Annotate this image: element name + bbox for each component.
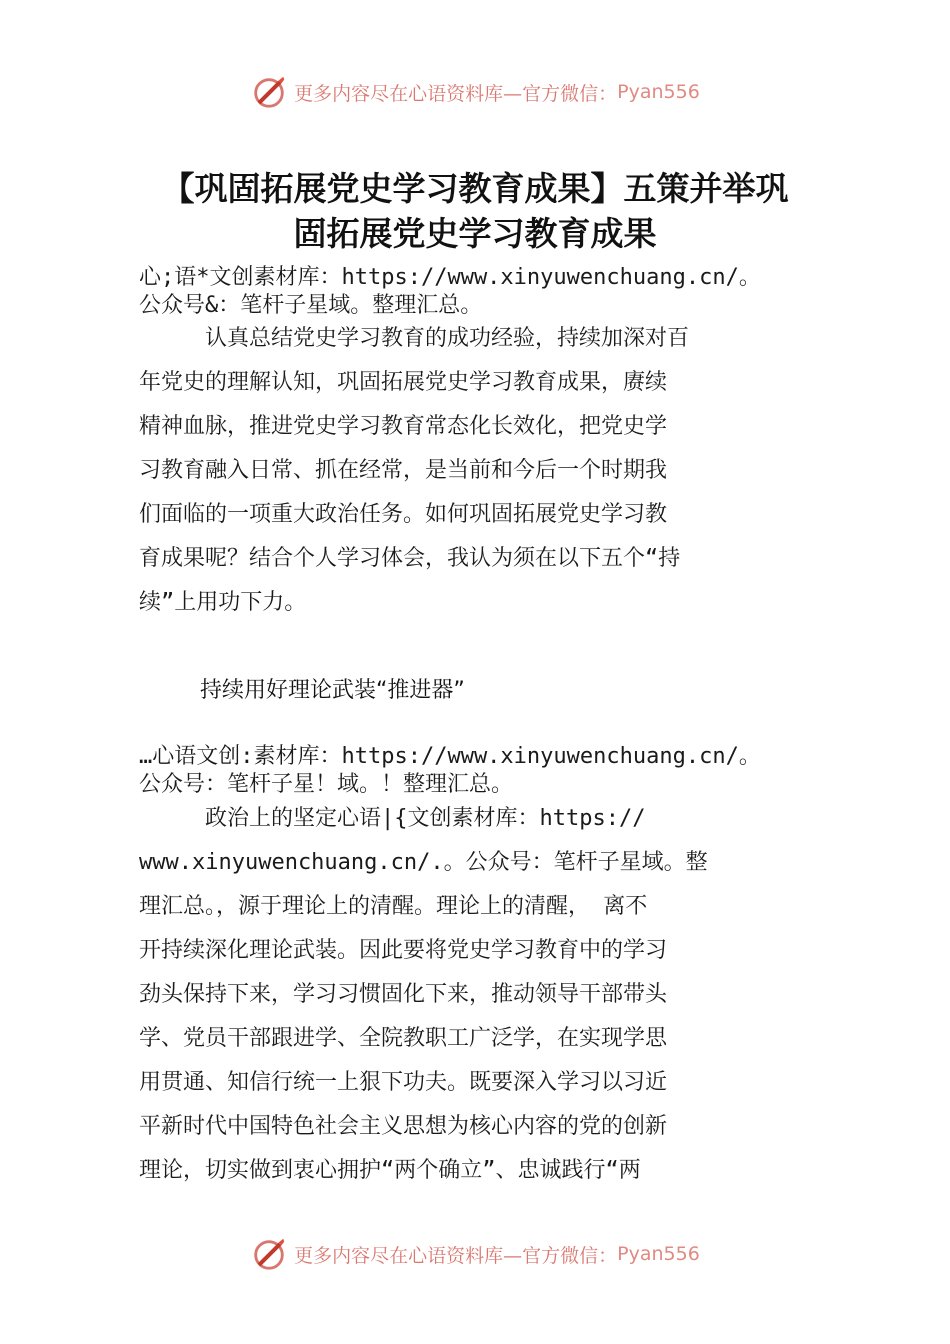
paragraph-line: 用贯通、知信行统一上狠下功夫。既要深入学习以习近	[139, 1070, 668, 1095]
paragraph-line: 学、党员干部跟进学、全院教职工广泛学，在实现学思	[139, 1026, 668, 1051]
paragraph-line: 年党史的理解认知，巩固拓展党史学习教育成果，赓续	[139, 370, 668, 395]
source-note-line: 公众号&：笔杆子星域。整理汇总。	[139, 293, 483, 318]
pen-logo-icon	[250, 1235, 288, 1273]
banner-wechat-id: Pyan556	[617, 81, 700, 103]
section-heading: 持续用好理论武装“推进器”	[200, 678, 465, 703]
source-note	[139, 743, 811, 799]
source-note	[139, 264, 811, 320]
footer-banner	[0, 1232, 950, 1276]
pen-logo-icon	[250, 73, 288, 111]
paragraph-line: 育成果呢？结合个人学习体会，我认为须在以下五个“持	[139, 546, 681, 571]
paragraph-line: 续”上用功下力。	[139, 590, 307, 615]
document-title	[130, 166, 820, 256]
title-line: 固拓展党史学习教育成果	[293, 214, 657, 253]
paragraph-line: 习教育融入日常、抓在经常，是当前和今后一个时期我	[139, 458, 668, 483]
paragraph-line: 们面临的一项重大政治任务。如何巩固拓展党史学习教	[139, 502, 668, 527]
header-banner	[0, 70, 950, 114]
paragraph-line: 平新时代中国特色社会主义思想为核心内容的党的创新	[139, 1114, 668, 1139]
paragraph-line: 理论，切实做到衷心拥护“两个确立”、忠诚践行“两	[139, 1158, 641, 1183]
paragraph-line: 精神血脉，推进党史学习教育常态化长效化，把党史学	[139, 414, 668, 439]
source-note-line: 公众号：笔杆子星！域。！整理汇总。	[139, 772, 514, 797]
paragraph-line: 开持续深化理论武装。因此要将党史学习教育中的学习	[139, 938, 668, 963]
banner-text: 更多内容尽在心语资料库—官方微信：	[294, 82, 618, 105]
paragraph-line: www.xinyuwenchuang.cn/.。公众号：笔杆子星域。整	[139, 850, 708, 875]
paragraph-line: 认真总结党史学习教育的成功经验，持续加深对百	[205, 326, 690, 351]
title-line: 【巩固拓展党史学习教育成果】五策并举巩	[161, 169, 789, 208]
source-note-line: …心语文创:素材库：https://www.xinyuwenchuang.cn/。	[139, 744, 761, 769]
section-paragraph	[139, 797, 811, 1193]
source-note-line: 心;语*文创素材库：https://www.xinyuwenchuang.cn/。	[139, 265, 761, 290]
paragraph-line: 理汇总。，源于理论上的清醒。理论上的清醒， 离不	[139, 894, 648, 919]
banner-text: 更多内容尽在心语资料库—官方微信：	[294, 1244, 618, 1267]
intro-paragraph	[139, 317, 811, 625]
paragraph-line: 政治上的坚定心语|{文创素材库：https://	[205, 806, 646, 831]
paragraph-line: 劲头保持下来，学习习惯固化下来，推动领导干部带头	[139, 982, 668, 1007]
banner-wechat-id: Pyan556	[617, 1243, 700, 1265]
